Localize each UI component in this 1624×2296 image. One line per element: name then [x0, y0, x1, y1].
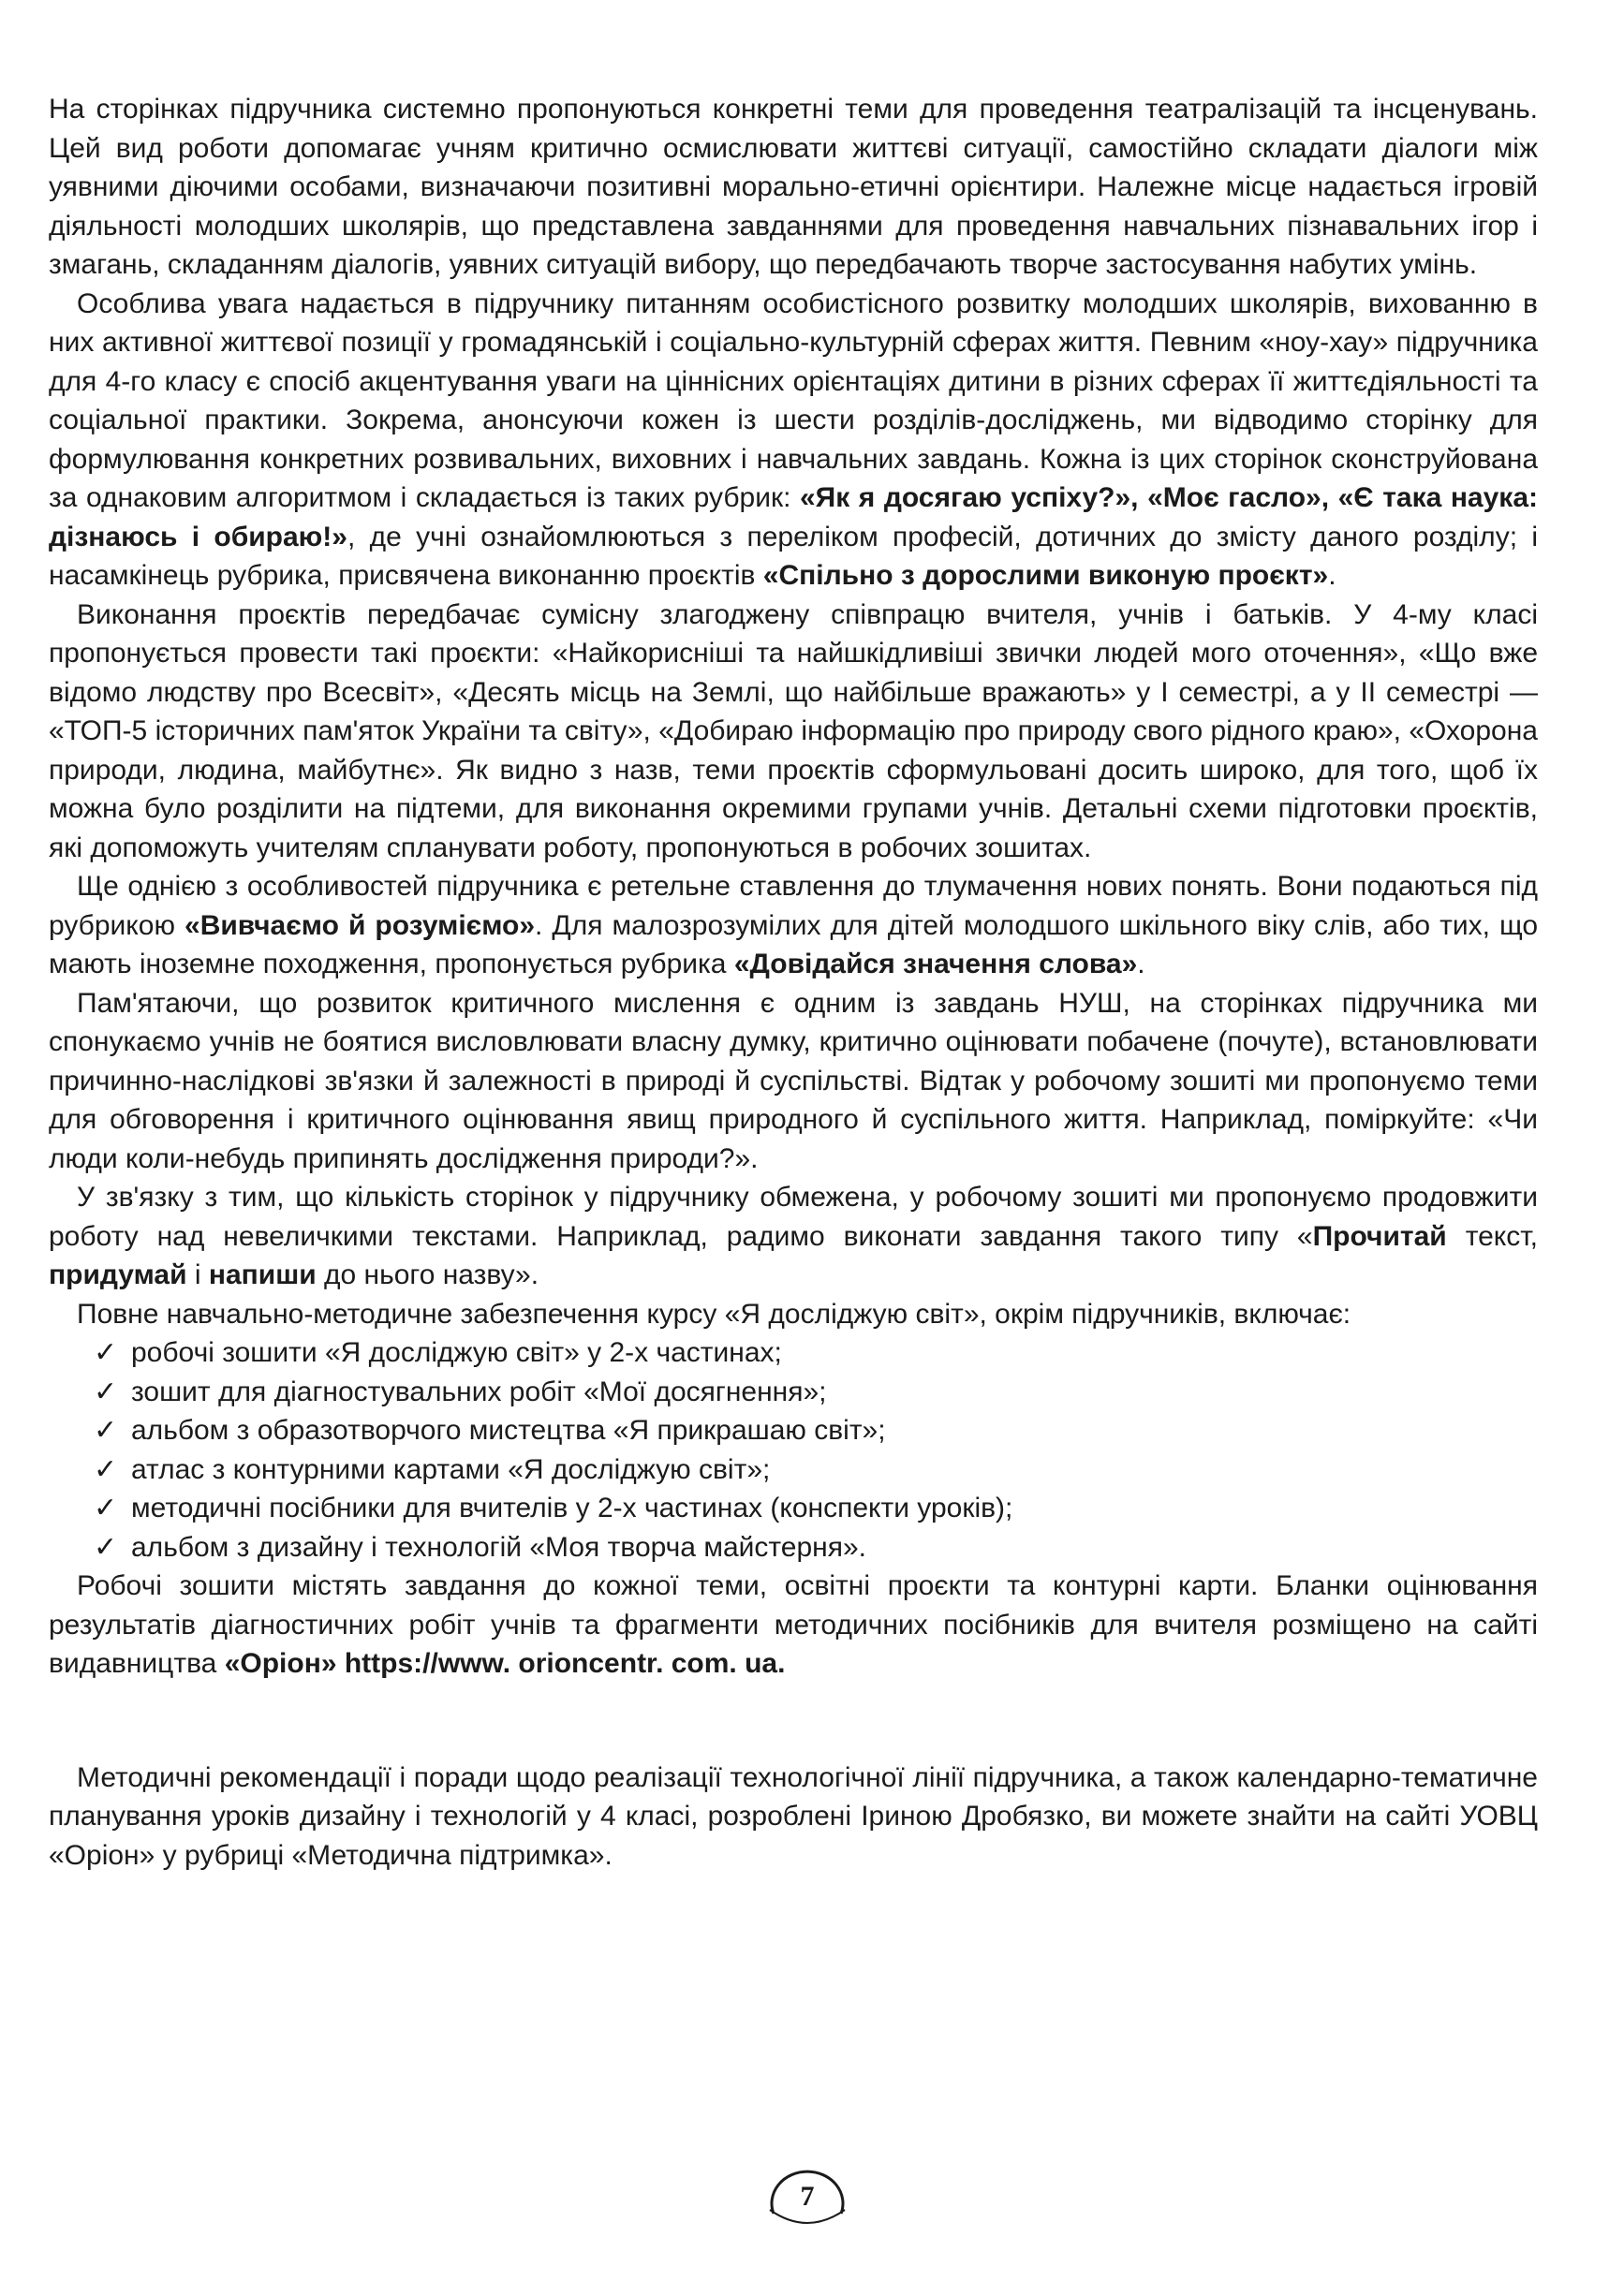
paragraph-projects	[49, 596, 1538, 868]
list-item-text: атлас з контурними картами «Я досліджую світ»;	[131, 1453, 771, 1485]
checkmark-icon: ✓	[94, 1337, 118, 1368]
rubric-project: «Спільно з дорослими виконую проєкт»	[762, 560, 1329, 591]
list-item	[94, 1489, 1538, 1528]
rubric-learn: «Вивчаємо й розуміємо»	[185, 909, 536, 941]
list-item-text: зошит для діагностувальних робіт «Мої досягнення»;	[131, 1376, 827, 1407]
list-item	[94, 1528, 1538, 1567]
paragraph-materials-intro	[49, 1295, 1538, 1334]
text-segment: Особлива увага надається в підручнику питанням особистісного розвитку молодших школярів, вихованню в них активної життєвої позиції у громадянській і соціально-культурній сферах життя. Певним «ноу-хау» підручника для 4-го класу є спосіб акцентування уваги на ціннісних орієнтаціях дитини в різних сферах її життєдіяльності та соціальної практики. Зокрема, анонсуючи кожен із шести розділів-досліджень, ми відводимо сторінку для формулювання конкретних розвивальних, виховних і навчальних завдань. Кожна із цих сторінок сконструйована за однаковим алгоритмом і складається із таких рубрик:	[49, 287, 1538, 513]
body-text	[49, 90, 1538, 1875]
paragraph-materials-intro-text: Повне навчально-методичне забезпечення курсу «Я досліджую світ», окрім підручників, включає:	[77, 1298, 1351, 1330]
list-item	[94, 1411, 1538, 1450]
paragraph-personal-development	[49, 285, 1538, 596]
paragraph-concepts	[49, 867, 1538, 984]
checkmark-icon: ✓	[94, 1531, 118, 1563]
rubric-motto: «Моє гасло»	[1147, 482, 1321, 513]
paragraph-workbook	[49, 1178, 1538, 1295]
text-segment: текст,	[1446, 1220, 1538, 1252]
emphasis-write: напиши	[208, 1259, 317, 1290]
page-number: 7	[800, 2181, 815, 2212]
checkmark-icon: ✓	[94, 1493, 118, 1523]
page-number-badge	[760, 2159, 854, 2234]
list-item-text: альбом з дизайну і технологій «Моя творча майстерня».	[131, 1531, 866, 1563]
publisher-website: «Оріон» https://www. orioncentr. com. ua.	[224, 1648, 786, 1679]
paragraph-theatre-text: На сторінках підручника системно пропонуються конкретні теми для проведення театралізацій та інсценувань. Цей вид роботи допомагає учням критично осмислювати життєві ситуації, самостійно складати діалоги між уявними діючими особами, визначаючи позитивні морально-етичні орієнтири. Належне місце надається ігровій діяльності молодших школярів, що представлена завданнями для проведення навчальних пізнавальних ігор і змагань, складанням діалогів, уявних ситуацій вибору, що передбачають творче застосування набутих умінь.	[49, 94, 1538, 280]
text-segment: .	[1137, 949, 1145, 979]
checkmark-icon: ✓	[94, 1376, 118, 1407]
text-segment: і	[186, 1259, 209, 1290]
list-item	[94, 1373, 1538, 1412]
text-segment: , де учні ознайомлюються з переліком професій, дотичних до змісту даного розділу; і насамкінець рубрика, присвячена виконанню проєктів	[49, 521, 1538, 591]
checkmark-icon: ✓	[94, 1453, 118, 1485]
paragraph-workbooks-site	[49, 1567, 1538, 1684]
text-segment: . Для малозрозумілих для дітей молодшого шкільного віку слів, або тих, що мають іноземне походження, пропонується рубрика	[49, 909, 1539, 979]
text-segment: .	[1328, 560, 1336, 591]
text-segment: У зв'язку з тим, що кількість сторінок у підручнику обмежена, у робочому зошиті ми пропонуємо продовжити роботу над невеличкими текстами. Наприклад, радимо виконати завдання такого типу «	[49, 1182, 1538, 1252]
rubric-word-meaning: «Довідайся значення слова»	[733, 949, 1138, 979]
paragraph-projects-text: Виконання проєктів передбачає сумісну злагоджену співпрацю вчителя, учнів і батьків. У 4-му класі пропонується провести такі проєкти: «Найкорисніші та найшкідливіші звички людей мого оточення», «Що вже відомо людству про Всесвіт», «Десять місць на Землі, що найбільше вражають» у І семестрі, а у ІІ семестрі — «ТОП-5 історичних пам'яток України та світу», «Добираю інформацію про природу свого рідного краю», «Охорона природи, людина, майбутнє». Як видно з назв, теми проєктів сформульовані досить широко, для того, щоб їх можна було розділити на підтеми, для виконання окремими групами учнів. Детальні схеми підготовки проєктів, які допоможуть учителям спланувати роботу, пропонуються в робочих зошитах.	[49, 598, 1538, 863]
text-segment: ,	[1130, 482, 1148, 513]
paragraph-recommendations	[49, 1759, 1538, 1876]
paragraph-recommendations-text: Методичні рекомендації і поради щодо реалізації технологічної лінії підручника, а також календарно-тематичне планування уроків дизайну і технологій у 4 класі, розроблені Іриною Дробязко, ви можете знайти на сайті УОВЦ «Оріон» у рубриці «Методична підтримка».	[49, 1761, 1538, 1871]
rubric-success: «Як я досягаю успіху?»	[799, 482, 1131, 513]
list-item	[94, 1450, 1538, 1490]
paragraph-critical-thinking	[49, 984, 1538, 1179]
paragraph-theatre	[49, 90, 1538, 285]
text-segment: Ще однією з особливостей підручника є ретельне ставлення до тлумачення нових понять. Вони подаються під рубрикою	[49, 871, 1538, 941]
emphasis-read: Прочитай	[1312, 1220, 1447, 1252]
emphasis-invent: придумай	[49, 1259, 187, 1290]
text-segment: Робочі зошити містять завдання до кожної теми, освітні проєкти та контурні карти. Бланки оцінювання результатів діагностичних робіт учнів та фрагменти методичних посібників для вчителя розміщено на сайті видавництва	[49, 1570, 1538, 1679]
list-item	[94, 1333, 1538, 1373]
list-item-text: альбом з образотворчого мистецтва «Я прикрашаю світ»;	[131, 1415, 886, 1446]
text-segment: до нього назву».	[316, 1259, 539, 1290]
list-item-text: робочі зошити «Я досліджую світ» у 2-х частинах;	[131, 1337, 782, 1368]
materials-list	[49, 1333, 1538, 1567]
list-item-text: методичні посібники для вчителів у 2-х частинах (конспекти уроків);	[131, 1493, 1013, 1523]
text-segment: ,	[1321, 482, 1338, 513]
rubric-science: «Є така наука: дізнаюсь і обираю!»	[49, 482, 1538, 552]
checkmark-icon: ✓	[94, 1415, 118, 1446]
paragraph-critical-thinking-text: Пам'ятаючи, що розвиток критичного мислення є одним із завдань НУШ, на сторінках підручника ми спонукаємо учнів не боятися висловлювати власну думку, критично оцінювати побачене (почуте), встановлювати причинно-наслідкові зв'язки й залежності в природі й суспільстві. Відтак у робочому зошиті ми пропонуємо теми для обговорення і критичного оцінювання явищ природного й суспільного життя. Наприклад, поміркуйте: «Чи люди коли-небудь припинять дослідження природи?».	[49, 987, 1538, 1174]
section-gap	[49, 1684, 1538, 1759]
